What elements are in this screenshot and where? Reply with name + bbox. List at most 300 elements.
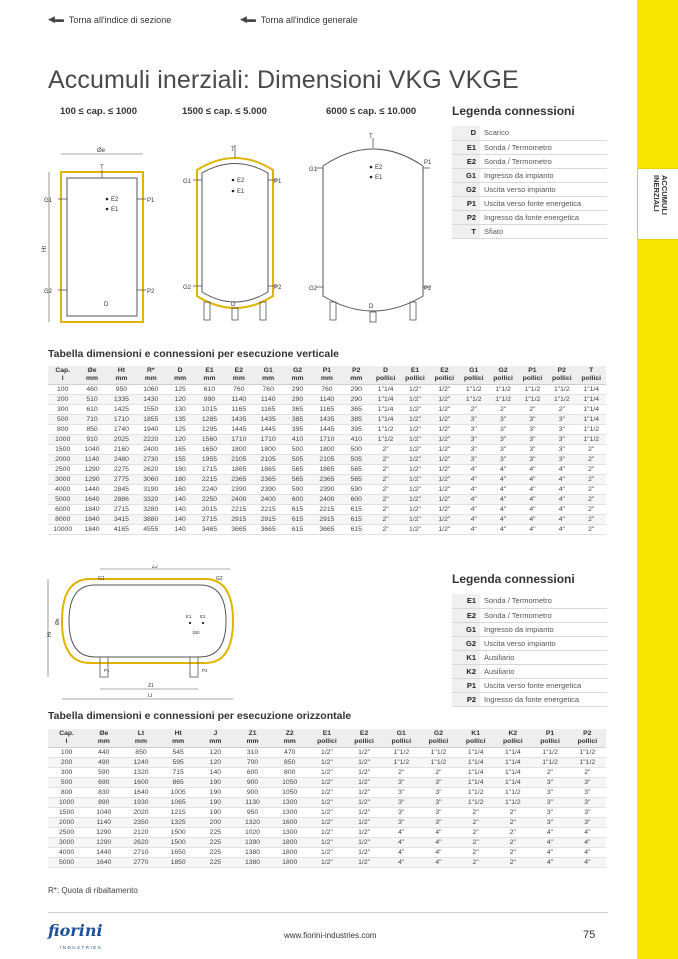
table-cell: 1"1/4: [576, 405, 606, 415]
p2-label: P2: [202, 668, 208, 673]
table-cell: 2": [576, 485, 606, 495]
table-cell: 2": [457, 818, 494, 828]
table-cell: 2480: [107, 455, 136, 465]
table-cell: 1"1/4: [494, 768, 531, 778]
table-cell: 505: [342, 455, 371, 465]
table-cell: 3": [420, 778, 457, 788]
table-cell: 190: [197, 788, 234, 798]
table-cell: 1320: [122, 768, 159, 778]
table-cell: 1500: [160, 828, 197, 838]
table-cell: 140: [165, 495, 194, 505]
legend-description: Sfiato: [480, 224, 607, 238]
table-cell: 1/2": [400, 455, 429, 465]
table-cell: 890: [85, 798, 122, 808]
table-cell: 4": [459, 485, 488, 495]
table-cell: 1435: [224, 415, 253, 425]
table-cell: 2215: [254, 505, 283, 515]
legend-description: Uscita verso impianto: [480, 636, 607, 650]
table-row: [48, 828, 606, 838]
legend-description: Ingresso da fonte energetica: [480, 210, 607, 224]
table-cell: 200: [197, 818, 234, 828]
table-cell: 2025: [107, 435, 136, 445]
table-cell: 2500: [48, 828, 85, 838]
table-cell: 2": [488, 405, 517, 415]
table-cell: 1865: [254, 465, 283, 475]
table-cell: 1140: [254, 395, 283, 405]
table-cell: 3": [547, 435, 576, 445]
table-cell: 2": [371, 515, 400, 525]
table-cell: 500: [342, 445, 371, 455]
table-cell: 1/2": [430, 435, 459, 445]
table-cell: 1"1/2: [383, 758, 420, 768]
table-cell: 395: [342, 425, 371, 435]
table-cell: 1"1/2: [457, 788, 494, 798]
table-cell: 1445: [312, 425, 341, 435]
legend-vertical-table: [452, 126, 607, 239]
table-cell: 500: [283, 445, 312, 455]
table-cell: 300: [48, 405, 77, 415]
support-leg: [260, 302, 266, 320]
table-cell: 1"1/4: [371, 395, 400, 405]
table-cell: 1/2": [346, 788, 383, 798]
legend-code: P1: [452, 196, 480, 210]
table-cell: 1/2": [308, 808, 345, 818]
table-cell: 2275: [107, 465, 136, 475]
table-cell: 4": [459, 515, 488, 525]
table-cell: 2": [457, 828, 494, 838]
table-cell: 1/2": [430, 455, 459, 465]
table-cell: 4": [569, 838, 606, 848]
table-cell: 4": [459, 495, 488, 505]
legend-row: [452, 622, 607, 636]
table-cell: 505: [283, 455, 312, 465]
table-cell: 1165: [312, 405, 341, 415]
table-cell: 760: [312, 385, 341, 395]
table-cell: 565: [342, 465, 371, 475]
column-header: Z1 mm: [234, 729, 271, 748]
table-cell: 2": [371, 455, 400, 465]
table-cell: 2715: [195, 515, 224, 525]
column-header: D pollici: [371, 366, 400, 385]
table-cell: 760: [224, 385, 253, 395]
table-cell: 1215: [160, 808, 197, 818]
table-cell: 4": [488, 465, 517, 475]
table-cell: 1/2": [346, 798, 383, 808]
probe-e1-label: E1: [111, 207, 119, 213]
table-cell: 2": [457, 838, 494, 848]
footer-divider: [48, 912, 608, 913]
z1-label: Z1: [148, 683, 154, 689]
website-link[interactable]: www.fiorini-industries.com: [284, 931, 377, 940]
horizontal-dimensions-table: [48, 729, 606, 868]
probe-e2-marker: [106, 198, 109, 201]
table-cell: 4": [547, 505, 576, 515]
table-cell: 2915: [254, 515, 283, 525]
table-cell: 4": [488, 485, 517, 495]
table-cell: 1710: [107, 415, 136, 425]
table-cell: 2710: [122, 848, 159, 858]
table-cell: 2": [494, 858, 531, 868]
table-cell: 3": [518, 435, 547, 445]
table-cell: 1/2": [400, 415, 429, 425]
vent-label: T: [100, 165, 104, 171]
p1-label: P1: [274, 179, 282, 185]
table-cell: 600: [342, 495, 371, 505]
table-cell: 1800: [312, 445, 341, 455]
table-cell: 1050: [271, 788, 308, 798]
table-row: [48, 818, 606, 828]
table-cell: 200: [48, 395, 77, 405]
table-cell: 8000: [48, 515, 77, 525]
legend-description: Ingresso da impianto: [480, 622, 607, 636]
table-cell: 1/2": [400, 525, 429, 535]
table-cell: 1/2": [400, 385, 429, 395]
table-cell: 4": [569, 828, 606, 838]
table-cell: 3": [518, 415, 547, 425]
table-cell: 1/2": [400, 405, 429, 415]
back-to-section-link[interactable]: [48, 14, 171, 25]
table-cell: 1/2": [308, 758, 345, 768]
table-cell: 365: [283, 405, 312, 415]
legend-code: E1: [452, 140, 480, 154]
column-header: P2 pollici: [547, 366, 576, 385]
insulation-outline: [62, 579, 233, 663]
table-row: [48, 415, 606, 425]
table-cell: 1"1/2: [494, 788, 531, 798]
table-cell: 3060: [136, 475, 165, 485]
table-cell: 2400: [254, 495, 283, 505]
back-to-section-label: Torna all'indice di sezione: [68, 14, 172, 25]
lt-label: Lt: [148, 693, 153, 699]
legend-code: P1: [452, 678, 480, 692]
table-cell: 1"1/4: [576, 395, 606, 405]
legend-row: [452, 196, 607, 210]
table-cell: 1/2": [430, 405, 459, 415]
table-cell: 600: [283, 495, 312, 505]
support-leg: [232, 308, 238, 320]
table-cell: 2": [457, 848, 494, 858]
table-cell: 2105: [254, 455, 283, 465]
g2-label: G2: [309, 286, 318, 292]
column-header: E2 pollici: [430, 366, 459, 385]
table-cell: 1930: [122, 798, 159, 808]
table-cell: 1500: [48, 445, 77, 455]
table-cell: 440: [85, 748, 122, 758]
table-cell: 615: [342, 505, 371, 515]
table-row: [48, 858, 606, 868]
table-cell: 1"1/2: [518, 385, 547, 395]
table-cell: 2": [576, 465, 606, 475]
table-cell: 2": [576, 445, 606, 455]
table-cell: 1"1/2: [371, 435, 400, 445]
table-cell: 2775: [107, 475, 136, 485]
table-cell: 1865: [224, 465, 253, 475]
table-cell: 4": [547, 475, 576, 485]
table-cell: 3": [531, 788, 568, 798]
table-cell: 565: [283, 465, 312, 475]
table-cell: 1/2": [308, 768, 345, 778]
table-cell: 1335: [107, 395, 136, 405]
column-header: G1 mm: [254, 366, 283, 385]
table-cell: 4": [488, 515, 517, 525]
table-cell: 1"1/4: [457, 758, 494, 768]
table-cell: 140: [197, 768, 234, 778]
table-cell: 4": [459, 475, 488, 485]
back-arrow-icon: ◀▬: [48, 14, 64, 24]
table-cell: 1/2": [346, 748, 383, 758]
column-header: K1 pollici: [457, 729, 494, 748]
table-cell: 1/2": [400, 475, 429, 485]
table-cell: 2": [531, 768, 568, 778]
table-cell: 1/2": [308, 788, 345, 798]
table-cell: 2": [371, 495, 400, 505]
table-cell: 4": [420, 858, 457, 868]
table-row: [48, 748, 606, 758]
column-header: E2 mm: [224, 366, 253, 385]
table-cell: 600: [234, 768, 271, 778]
table-cell: 4": [518, 525, 547, 535]
table-cell: 1"1/2: [459, 385, 488, 395]
table-cell: 1/2": [346, 768, 383, 778]
support-leg: [204, 302, 210, 320]
table-cell: 4000: [48, 485, 77, 495]
table-cell: 4": [547, 465, 576, 475]
table-cell: 1/2": [346, 858, 383, 868]
table-cell: 3": [420, 818, 457, 828]
table-cell: 1285: [195, 415, 224, 425]
table-cell: 3": [383, 818, 420, 828]
table-cell: 3415: [107, 515, 136, 525]
brand-subtitle: INDUSTRIES: [60, 945, 103, 950]
horizontal-table-title: Tabella dimensioni e connessioni per esecuzione orizzontale: [48, 710, 352, 722]
table-cell: 1"1/4: [457, 748, 494, 758]
table-cell: 1800: [271, 848, 308, 858]
table-cell: 2400: [224, 495, 253, 505]
table-cell: 2120: [122, 828, 159, 838]
table-cell: 1390: [234, 838, 271, 848]
table-cell: 4": [459, 505, 488, 515]
table-cell: 2000: [48, 818, 85, 828]
legend-code: P2: [452, 210, 480, 224]
table-cell: 1"1/2: [547, 385, 576, 395]
legend-code: K2: [452, 664, 480, 678]
table-cell: 1300: [271, 808, 308, 818]
table-cell: 290: [342, 385, 371, 395]
table-cell: 1"1/2: [531, 758, 568, 768]
table-cell: 4": [383, 858, 420, 868]
table-cell: 290: [342, 395, 371, 405]
capacity-label-small: 100 ≤ cap. ≤ 1000: [60, 106, 137, 117]
table-cell: 590: [342, 485, 371, 495]
table-cell: 1865: [312, 465, 341, 475]
table-cell: 1850: [160, 858, 197, 868]
table-cell: 3": [420, 788, 457, 798]
table-cell: 4": [547, 485, 576, 495]
table-cell: 950: [107, 385, 136, 395]
table-cell: 470: [271, 748, 308, 758]
table-cell: 2020: [122, 808, 159, 818]
table-cell: 2": [383, 768, 420, 778]
legend-code: K1: [452, 650, 480, 664]
column-header: D mm: [165, 366, 194, 385]
table-cell: 3": [383, 778, 420, 788]
table-cell: 1"1/4: [494, 758, 531, 768]
table-cell: 2": [371, 485, 400, 495]
table-cell: 500: [48, 415, 77, 425]
table-cell: 3000: [48, 475, 77, 485]
table-cell: 2015: [195, 505, 224, 515]
table-cell: 300: [48, 768, 85, 778]
table-row: [48, 395, 606, 405]
table-cell: 3": [518, 445, 547, 455]
table-cell: 4": [531, 848, 568, 858]
insulation-outline: [197, 158, 273, 308]
table-cell: 4": [488, 505, 517, 515]
table-cell: 3280: [136, 505, 165, 515]
table-cell: 1130: [234, 798, 271, 808]
table-cell: 190: [197, 808, 234, 818]
table-cell: 2": [576, 505, 606, 515]
table-cell: 2215: [312, 505, 341, 515]
table-cell: 190: [197, 778, 234, 788]
table-cell: 4": [569, 858, 606, 868]
table-cell: 565: [283, 475, 312, 485]
vertical-tank-diagram-small: [40, 140, 165, 330]
table-cell: 410: [283, 435, 312, 445]
table-cell: 4": [420, 838, 457, 848]
legend-description: Ausiliario: [480, 650, 607, 664]
table-cell: 1"1/2: [420, 748, 457, 758]
probe-e2-label: E2: [111, 197, 119, 203]
probe-e2-marker: [202, 622, 204, 624]
table-cell: 610: [77, 405, 106, 415]
vertical-tank-diagram-large: [308, 130, 438, 330]
table-cell: 2": [576, 455, 606, 465]
table-cell: 865: [160, 778, 197, 788]
drain-label: D: [231, 302, 236, 308]
table-cell: 830: [85, 788, 122, 798]
table-cell: 1640: [77, 495, 106, 505]
p2-label: P2: [274, 285, 282, 291]
capacity-label-large: 6000 ≤ cap. ≤ 10.000: [326, 106, 417, 117]
table-cell: 2250: [195, 495, 224, 505]
column-header: Cap. l: [48, 729, 85, 748]
support-leg: [410, 302, 416, 320]
table-cell: 1"1/2: [494, 798, 531, 808]
table-cell: 200: [48, 758, 85, 768]
table-cell: 1940: [136, 425, 165, 435]
legend-row: [452, 636, 607, 650]
table-cell: 2": [371, 445, 400, 455]
table-cell: 2": [459, 405, 488, 415]
table-cell: 1740: [107, 425, 136, 435]
table-cell: 4": [531, 858, 568, 868]
table-cell: 4": [518, 475, 547, 485]
table-cell: 4": [383, 848, 420, 858]
vent-label: T: [369, 134, 373, 140]
table-cell: 2215: [224, 505, 253, 515]
table-cell: 1380: [234, 858, 271, 868]
table-cell: 2160: [107, 445, 136, 455]
table-cell: 2": [576, 525, 606, 535]
table-cell: 2715: [107, 505, 136, 515]
table-cell: 2220: [136, 435, 165, 445]
table-row: [48, 768, 606, 778]
probe-e1-label: E1: [237, 189, 245, 195]
table-cell: 1065: [160, 798, 197, 808]
legend-row: [452, 650, 607, 664]
table-cell: 1/2": [346, 808, 383, 818]
table-cell: 4": [459, 465, 488, 475]
table-cell: 5000: [48, 495, 77, 505]
table-cell: 850: [122, 748, 159, 758]
table-cell: 490: [85, 758, 122, 768]
table-cell: 4": [547, 525, 576, 535]
table-cell: 1650: [160, 848, 197, 858]
table-cell: 1320: [234, 818, 271, 828]
legend-row: [452, 210, 607, 224]
table-cell: 1/2": [430, 415, 459, 425]
table-row: [48, 385, 606, 395]
table-cell: 2": [371, 465, 400, 475]
legend-code: E2: [452, 154, 480, 168]
table-cell: 1/2": [400, 515, 429, 525]
table-cell: 410: [342, 435, 371, 445]
table-cell: 3": [459, 425, 488, 435]
table-cell: 3880: [136, 515, 165, 525]
table-cell: 2": [371, 505, 400, 515]
insulation-outline: [61, 172, 143, 322]
table-cell: 2": [457, 858, 494, 868]
table-cell: 3": [488, 445, 517, 455]
table-cell: 155: [165, 455, 194, 465]
table-cell: 1295: [195, 425, 224, 435]
table-cell: 3": [531, 808, 568, 818]
table-cell: 225: [197, 848, 234, 858]
table-cell: 1300: [271, 828, 308, 838]
legend-row: [452, 168, 607, 182]
table-cell: 385: [283, 415, 312, 425]
table-cell: 4": [383, 838, 420, 848]
table-cell: 180: [165, 465, 194, 475]
probe-e1-marker: [370, 176, 373, 179]
table-cell: 1/2": [346, 818, 383, 828]
p2-label: P2: [147, 289, 155, 295]
table-cell: 4000: [48, 848, 85, 858]
table-cell: 1710: [224, 435, 253, 445]
table-cell: 4": [518, 505, 547, 515]
table-cell: 180: [165, 475, 194, 485]
table-cell: 1/2": [430, 385, 459, 395]
table-cell: 2105: [312, 455, 341, 465]
back-to-general-link[interactable]: [240, 14, 358, 25]
table-cell: 2390: [312, 485, 341, 495]
table-cell: 615: [283, 505, 312, 515]
g2-label: G2: [216, 576, 223, 582]
table-cell: 3": [569, 818, 606, 828]
table-cell: 1710: [254, 435, 283, 445]
section-tab[interactable]: [637, 168, 678, 240]
table-cell: 1715: [195, 465, 224, 475]
table-cell: 140: [165, 515, 194, 525]
table-cell: 2365: [254, 475, 283, 485]
table-cell: 990: [195, 395, 224, 405]
column-header: Lt mm: [122, 729, 159, 748]
table-cell: 5000: [48, 858, 85, 868]
legend-code: T: [452, 224, 480, 238]
legend-description: Sonda / Termometro: [480, 608, 607, 622]
table-cell: 950: [234, 808, 271, 818]
